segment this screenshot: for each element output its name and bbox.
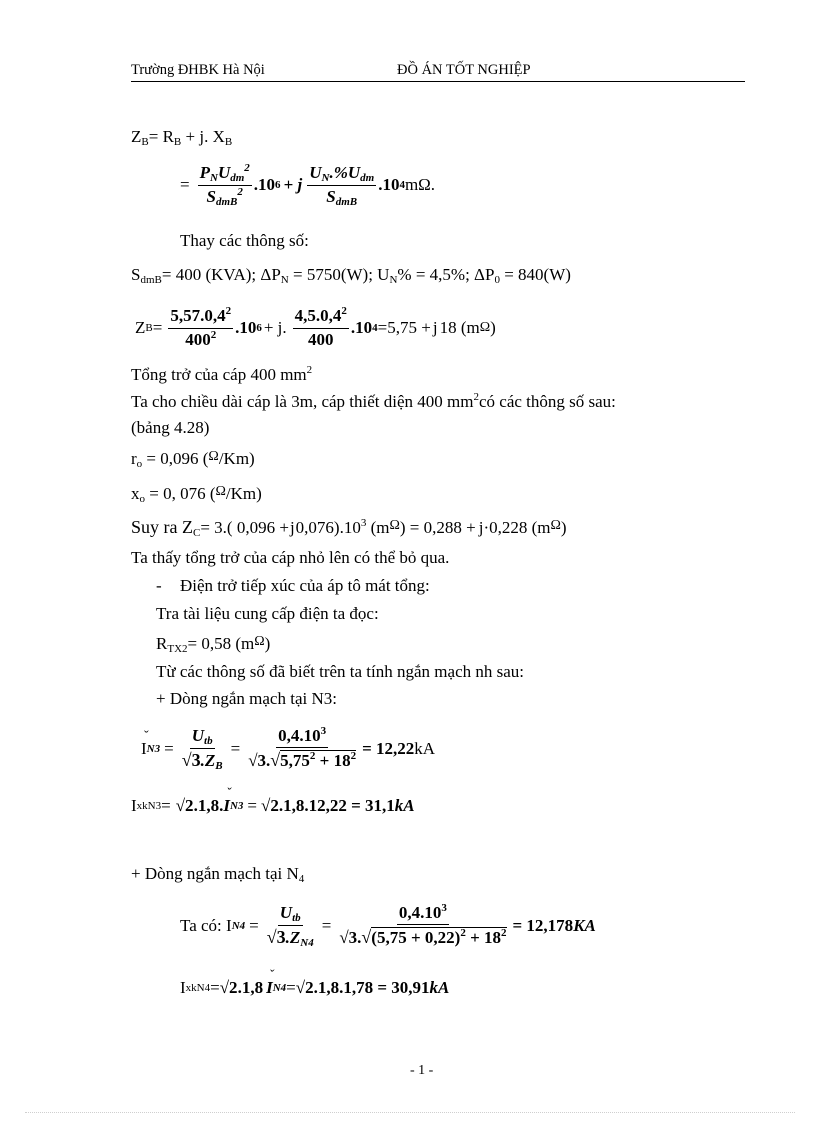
eq-in4: Ta có: I N4 = $\frac{U_{tb}}{√3.Z_{N4}}$ = $\frac{0,4.10^3}{√3.√(5,75 + 0,22)^2 + 18^2}$ = 12,178 KA [180, 901, 596, 949]
eq-ixkn4: I xkN4 = √2 .1,8 ˇ I N4 = √2 .1,8.1,78 = 30,91 kA [180, 974, 449, 1002]
page-bottom-divider [25, 1112, 795, 1113]
eq-ixkn3: I xkN3 = √2 .1,8. ˇ I N3 = √2 .1,8.12,22 = 31,1 kA [131, 792, 415, 820]
bullet-contact-resistance: Điện trở tiếp xúc của áp tô mát tổng: [180, 576, 430, 595]
rtx2-line: $R_{TX2}= 0,58$ $(m^\Omega)$ [156, 634, 271, 655]
cable-title: Tổng trở của cáp 400 $mm^2$ [131, 364, 313, 384]
bullet-dash: - [156, 576, 162, 595]
cable-desc-2: (bảng 4.28) [131, 418, 210, 437]
r0-line: $r_o = 0,096$ ($^\Omega$/Km) [131, 449, 255, 470]
params-line: $S_{dmB}= 400$ (KVA); $\Delta P_N = 5750(W)$; $U_N\% = 4,5\%$; $\Delta P_0 = 840(W)$ [131, 265, 571, 286]
para-cable-negligible: Ta thấy tổng trở của cáp nhỏ lên có thể bỏ qua. [131, 548, 450, 567]
suy-ra-line: Suy ra $Z_C= 3$.( $0,096 +j0,076).10^3$ $(m^\Omega) = 0,288 + j\cdot 0,228$ $(m^\Omega)$ [131, 517, 567, 539]
para-reference: Tra tài liệu cung cấp điện ta đọc: [156, 604, 379, 623]
cable-desc-1: Ta cho chiều dài cáp là 3m, cáp thiết diện 400 $mm^2có$ các thông số sau: [131, 391, 616, 411]
page-number: - 1 - [410, 1063, 434, 1078]
n4-title: + Dòng ngắn mạch tại $N_4$ [131, 864, 305, 885]
eq-zb-definition: $Z_B= R_B + j$. $X_B$ [131, 127, 233, 148]
header-rule [131, 81, 745, 82]
header-title: ĐỒ ÁN TỐT NGHIỆP [397, 62, 531, 78]
para-short-circuit-intro: Từ các thông số đã biết trên ta tính ngắn mạch nh sau: [156, 662, 524, 681]
x0-line: $x_o = 0$, 076 ($^\Omega$/Km) [131, 484, 262, 505]
n3-title: + Dòng ngắn mạch tại N3: [156, 689, 337, 708]
eq-zb-numeric: Z B = $\frac{5,57.0,4^2}{400^2}$ .10 6 + j. $\frac{4,5.0,4^2}{400}$ .10 4 =5,75 + j 18 (m Ω ) [135, 304, 496, 349]
eq-zb-formula: = $\frac{P_NU_{dm}^2}{S_{dmB}^2}$ .10 6 + j $\frac{U_N.\%U_{dm}}{S_{dmB}}$ .10 4 mΩ. [180, 161, 436, 208]
header-school: Trường ĐHBK Hà Nội [131, 62, 265, 78]
eq-in3: ˇ I N3 = $\frac{U_{tb}}{√3.Z_B}$ = $\frac{0,4.10^3}{√3.√5,75^2 + 18^2}$ = 12,22 kA [141, 718, 435, 780]
para-substitute: Thay các thông số: [180, 231, 309, 250]
